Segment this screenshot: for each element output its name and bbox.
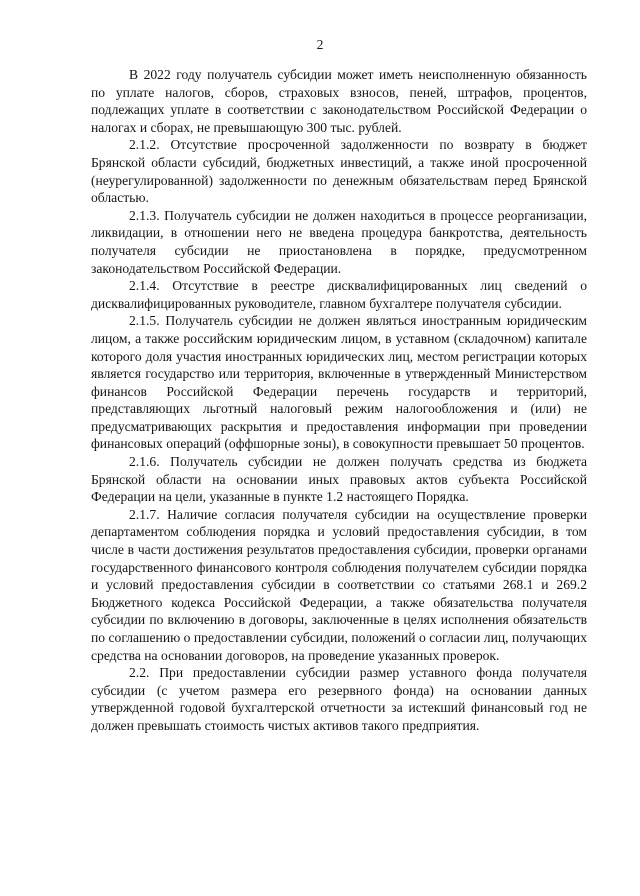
document-body [91,66,587,735]
paragraph-2-1-3: 2.1.3. Получатель субсидии не должен находиться в процессе реорганизации, ликвидации, в отношении него не введена процедура банкротства, деятельность получателя субсидии не приостановлена в порядке, предусмотренном законодательством Российской Федерации. [91,207,587,276]
paragraph-2-1-2: 2.1.2. Отсутствие просроченной задолженности по возврату в бюджет Брянской области субсидий, бюджетных инвестиций, а также иной просроченной (неурегулированной) задолженности по денежным обязательствам перед Брянской областью. [91,137,587,206]
paragraph-2-2: 2.2. При предоставлении субсидии размер уставного фонда получателя субсидии (с учетом размера его резервного фонда) на основании данных утвержденной годовой бухгалтерской отчетности за истекший финансовый год не должен превышать стоимость чистых активов такого предприятия. [91,665,587,733]
paragraph-2-1-6: 2.1.6. Получатель субсидии не должен получать средства из бюджета Брянской области на основании иных правовых актов субъекта Российской Федерации на цели, указанные в пункте 1.2 настоящего Порядка. [91,454,587,505]
paragraph-2-1-4: 2.1.4. Отсутствие в реестре дисквалифицированных лиц сведений о дисквалифицированных руководителе, главном бухгалтере получателя субсидии. [91,278,587,311]
paragraph-2-1-7: 2.1.7. Наличие согласия получателя субсидии на осуществление проверки департаментом соблюдения порядка и условий предоставления субсидии, в том числе в части достижения результатов предоставления субсидии, проверки органами государственного финансового контроля соблюдения получателем субсидии порядка и условий предоставления субсидии в соответствии со статьями 268.1 и 269.2 Бюджетного кодекса Российской Федерации, а также обязательства получателя субсидии по включению в договоры, заключенные в целях исполнения обязательств по соглашению о предоставлении субсидии, положений о согласии лиц, получающих средства на основании договоров, на проведение указанных проверок. [91,506,587,663]
paragraph-tax-arrears: В 2022 году получатель субсидии может иметь неисполненную обязанность по уплате налогов, сборов, страховых взносов, пеней, штрафов, процентов, подлежащих уплате в соответствии с законодательством Российской Федерации о налогах и сборах, не превышающую 300 тыс. рублей. [91,67,587,135]
page-number: 2 [316,37,324,52]
paragraph-2-1-5: 2.1.5. Получатель субсидии не должен являться иностранным юридическим лицом, а также российским юридическим лицом, в уставном (складочном) капитале которого доля участия иностранных юридических лиц, местом регистрации которых является государство или территория, включенные в утвержденный Министерством финансов Российской Федерации перечень государств и территорий, представляющих льготный налоговый режим налогообложения и (или) не предусматривающих раскрытия и предоставления информации при проведении финансовых операций (оффшорные зоны), в совокупности превышает 50 процентов. [91,313,587,452]
